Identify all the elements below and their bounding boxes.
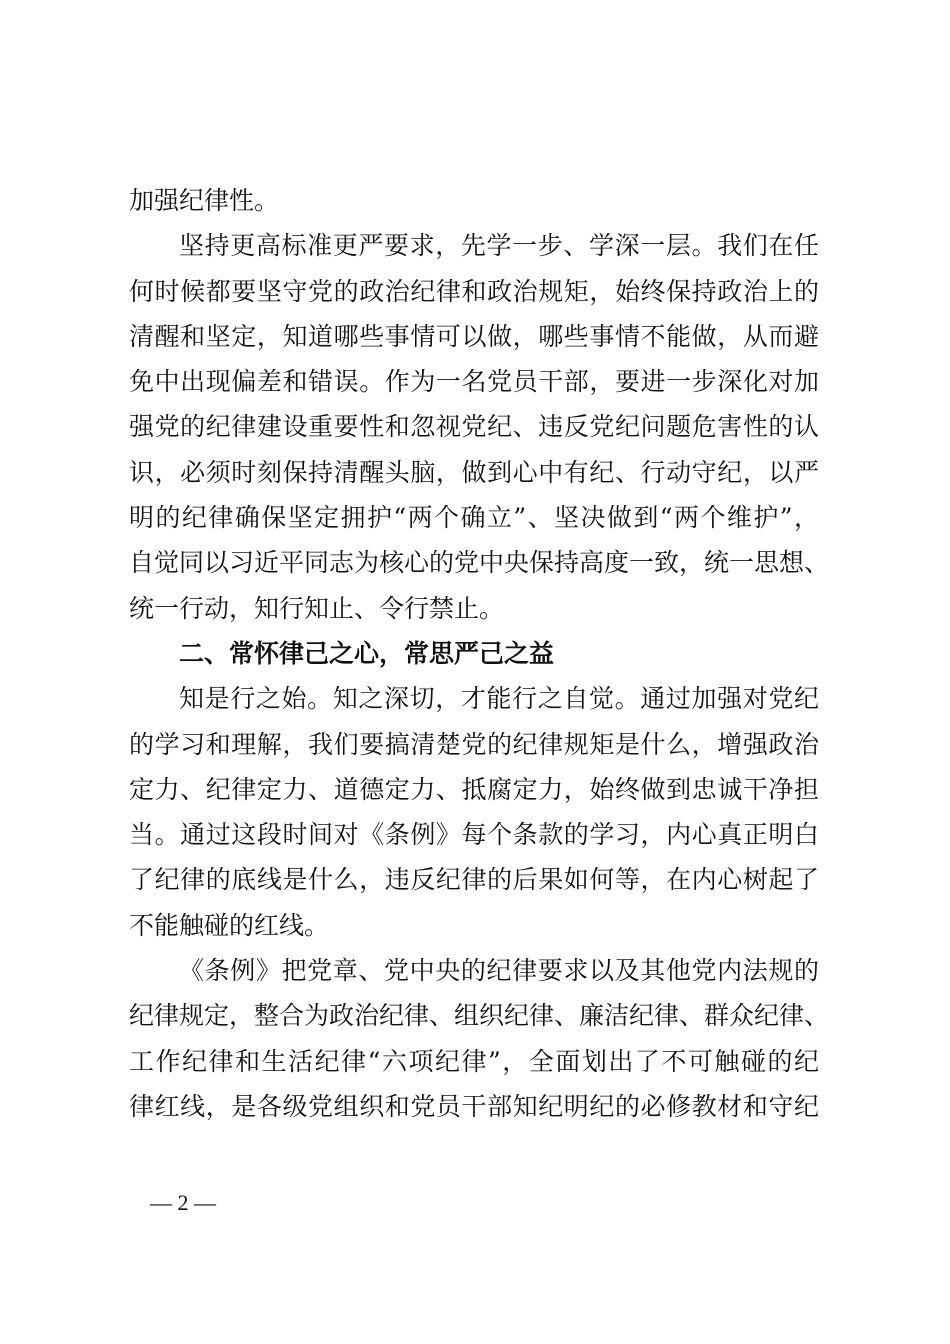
text-line: 纪律规定，整合为政治纪律、组织纪律、廉洁纪律、群众纪律、 [129,1001,830,1031]
text-line: 知是行之始。知之深切，才能行之自觉。通过加强对党纪 [179,684,819,714]
text-line: 律红线，是各级党组织和党员干部知纪明纪的必修教材和守纪 [129,1091,819,1121]
text-line: 自觉同以习近平同志为核心的党中央保持高度一致，统一思想、 [129,548,830,578]
text-line: 坚持更高标准更严要求，先学一步、学深一层。我们在任 [179,231,819,261]
text-line: 何时候都要坚守党的政治纪律和政治规矩，始终保持政治上的 [129,276,819,306]
text-line: 统一行动，知行知止、令行禁止。 [129,593,505,623]
text-line: 定力、纪律定力、道德定力、抵腐定力，始终做到忠诚干净担 [129,774,819,804]
text-line: 强党的纪律建设重要性和忽视党纪、违反党纪问题危害性的认 [129,412,819,442]
text-line: 不能触碰的红线。 [129,910,330,940]
text-line: 加强纪律性。 [129,186,280,215]
text-line: 清醒和坚定，知道哪些事情可以做，哪些事情不能做，从而避 [129,321,819,351]
text-line: 的学习和理解，我们要搞清楚党的纪律规矩是什么，增强政治 [129,729,819,759]
text-line: 《条例》把党章、党中央的纪律要求以及其他党内法规的 [179,956,819,986]
page-number: — 2 — [150,1190,216,1215]
text-line: 工作纪律和生活纪律“六项纪律”，全面划出了不可触碰的纪 [129,1046,819,1076]
text-line: 了纪律的底线是什么，违反纪律的后果如何等，在内心树起了 [129,865,819,895]
text-line: 当。通过这段时间对《条例》每个条款的学习，内心真正明白 [129,820,819,850]
text-line: 免中出现偏差和错误。作为一名党员干部，要进一步深化对加 [129,367,819,397]
text-line: 明的纪律确保坚定拥护“两个确立”、坚决做到“两个维护”， [129,503,819,533]
section-heading: 二、常怀律己之心，常思严己之益 [179,638,555,668]
text-line: 识，必须时刻保持清醒头脑，做到心中有纪、行动守纪，以严 [129,457,819,487]
document-body [129,178,830,1129]
